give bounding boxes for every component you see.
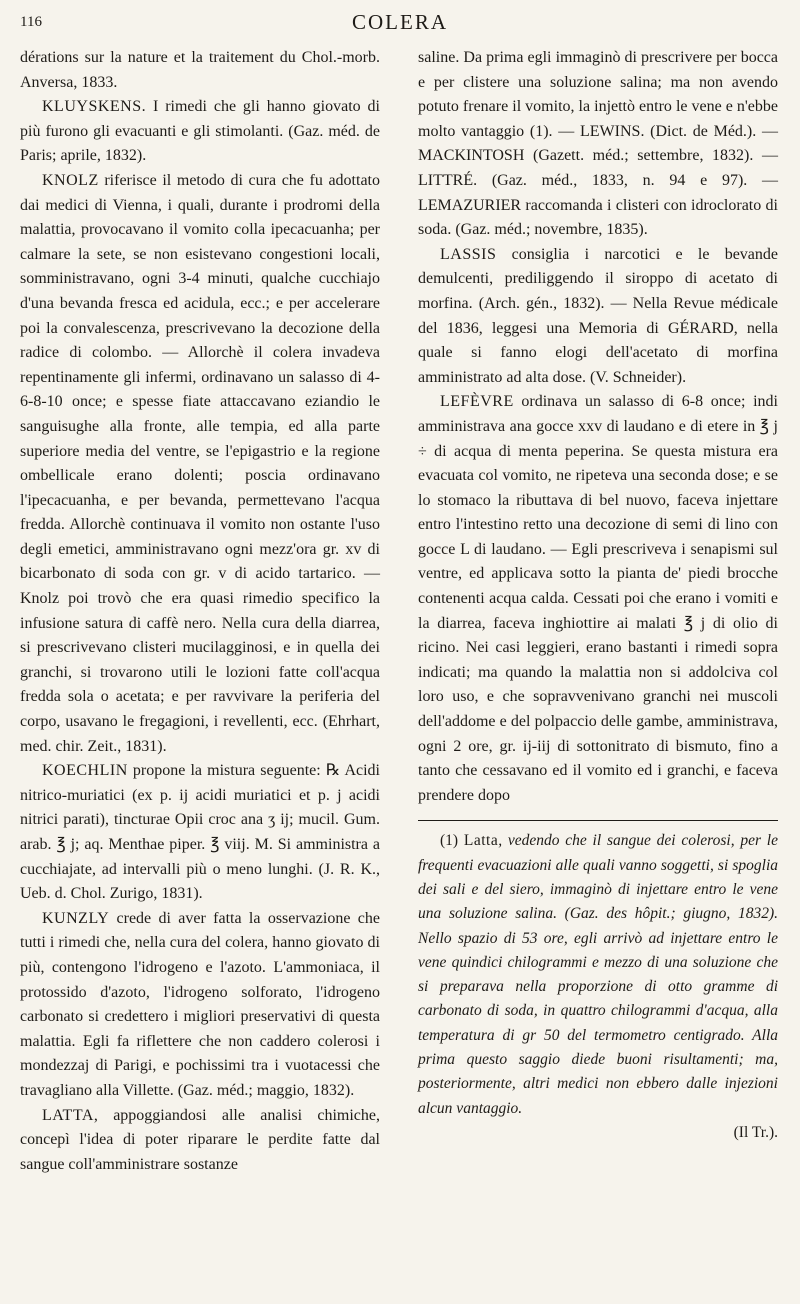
right-column-paragraphs xyxy=(418,46,778,808)
paragraph-text: I rimedi che gli hanno giovato di più furono gli evacuanti e gli stimolanti. (Gaz. méd. de Paris; aprile, 1832). xyxy=(20,98,380,165)
paragraph-text: saline. Da prima egli immaginò di prescrivere per bocca e per clistere una soluzione salina; ma non avendo potuto frenare il vomito, la injettò entro le vene e n'ebbe molto vantaggio (1). — LEWINS. (Dict. de Méd.). — MACKINTOSH (Gazett. méd.; settembre, 1832). — LITTRÉ. (Gaz. méd., 1833, n. 94 e 97). — LEMAZURIER raccomanda i clisteri con idroclorato di soda. (Gaz. méd.; novembre, 1835). xyxy=(418,49,778,239)
page-header xyxy=(20,10,780,38)
entry-name: KNOLZ xyxy=(42,171,99,189)
entry-name: LASSIS xyxy=(440,245,497,263)
footnote-text: , vedendo che il sangue dei colerosi, per le frequenti evacuazioni alle quali vanno soggetti, si spoglia dei sali e del siero, immaginò di injettare entro le vene una soluzione salina. (Gaz. des hôpit.; giugno, 1832). Nello spazio di 53 ore, egli arrivò ad injettare entro le vene quindici chilogrammi e mezzo di una soluzione che si preparava nella proporzione di otto gramme di carbonato di soda, in quattro chilogrammi d'acqua, alla temperatura di gr 50 del termometro centigrado. Alla prima questo saggio diede buoni risultamenti; ma, posteriormente, altri medici non ebbero dalle injezioni alcun vantaggio. xyxy=(418,832,778,1117)
paragraph-text: ordinava un salasso di 6-8 once; indi amministrava ana gocce xxv di laudano e di etere in ℥ j ÷ di acqua di menta peperina. Se questa mistura era evacuata col vomito, ne ripeteva una seconda dose; e se lo stomaco la ributtava di bel nuovo, faceva injettare entro l'intestino retto una decozione di semi di lino con gocce L di laudano. — Egli prescriveva i senapismi sul ventre, ed applicava sotto la pianta de' piedi brocche contenenti acqua calda. Cessati poi che erano i vomiti e la diarrea, faceva inghiottire ai malati ℥ j di olio di ricino. Nei casi leggieri, erano bastanti i rimedi sopra indicati; ma quando la malattia non si addolciva col loro uso, e che sopravvenivano granchi nei muscoli dell'addome e del polpaccio delle gambe, amministrava, ogni 2 ore, gr. ij-iij di sottonitrato di bismuto, fino a tanto che cessavano ed il vomito ed i granchi, e faceva prendere dopo xyxy=(418,393,778,804)
footnote xyxy=(418,829,778,1145)
left-column xyxy=(20,46,380,1177)
footnote-signature: (Il Tr.). xyxy=(733,1123,778,1141)
paragraph-text: propone la mistura seguente: ℞ Acidi nitrico-muriatici (ex p. ij acidi muriatici et p. j acidi nitrici parati), tincturae Opii croc ana ʒ ij; mucil. Gum. arab. ℥ j; aq. Menthae piper. ℥ viij. M. Si amministra a cucchiajate, ad intervalli più o meno lunghi. (J. R. K., Ueb. d. Chol. Zurigo, 1831). xyxy=(20,762,380,903)
entry-name: LEFÈVRE xyxy=(440,393,514,411)
page-number: 116 xyxy=(20,14,42,30)
footnote-marker: (1) xyxy=(440,832,459,850)
paragraph-text: crede di aver fatta la osservazione che tutti i rimedi che, nella cura del colera, hanno giovato di più, contengono l'idrogeno e l'azoto. L'ammoniaca, il protossido d'azoto, l'idrogeno solforato, l'idrogeno carbonato si credettero i migliori preservativi di questa malattia. Egli fa riflettere che non caddero colerosi i mondezzaj di Parigi, e pochissimi tra i vuotacessi che travagliano alla Villette. (Gaz. méd.; maggio, 1832). xyxy=(20,909,380,1099)
paragraph xyxy=(20,46,380,95)
paragraph xyxy=(20,907,380,1104)
paragraph-text: consiglia i narcotici e le bevande demulcenti, prediliggendo il siroppo di acetato di morfina. (Arch. gén., 1832). — Nella Revue médicale del 1836, leggesi una Memoria di GÉRARD, nella quale si fanno elogi dell'acetato di morfina amministrato ad alta dose. (V. Schneider). xyxy=(418,245,778,386)
entry-name: KUNZLY xyxy=(42,909,110,927)
entry-name: KOECHLIN xyxy=(42,762,128,780)
paragraph xyxy=(20,1104,380,1178)
paragraph xyxy=(418,390,778,808)
paragraph xyxy=(20,95,380,169)
paragraph-text: dérations sur la nature et la traitement du Chol.-morb. Anversa, 1833. xyxy=(20,49,380,91)
paragraph xyxy=(20,169,380,759)
paragraph xyxy=(418,46,778,243)
entry-name: LATTA xyxy=(42,1106,94,1124)
paragraph xyxy=(20,759,380,907)
footnote-author: Latta xyxy=(463,832,499,850)
running-head: COLERA xyxy=(352,10,448,34)
entry-name: KLUYSKENS. xyxy=(42,98,147,116)
right-column xyxy=(418,46,778,1145)
paragraph-text: , appoggiandosi alle analisi chimiche, concepì l'idea di poter riparare le perdite fatte dal sangue coll'amministrare sostanze xyxy=(20,1106,380,1173)
paragraph xyxy=(418,243,778,391)
paragraph-text: riferisce il metodo di cura che fu adottato dai medici di Vienna, i quali, durante i prodromi della malattia, provocavano il vomito colla ipecacuanha; per calmare la sete, se non esistevano congestioni locali, somministravano, ogni 3-4 minuti, qualche cucchiajo d'una bevanda fresca ed acidula, ecc.; e per accelerare poi la convalescenza, prescrivevano la decozione della radice di colombo. — Allorchè il colera invadeva repentinamente gli infermi, ordinavano un salasso di 4-6-8-10 once; e spesse fiate attaccavano eziandio le sanguisughe alla fronte, alle tempia, ed alla parte superiore media del ventre, se l'epigastrio e la regione ombellicale erano dolenti; poscia ordinavano l'ipecacuanha, e per bevanda, permettevano l'acqua fredda. Allorchè continuava il vomito non ostante l'uso degli emetici, amministravano ogni mezz'ora gr. xv di bicarbonato di soda con gr. v di acido tartarico. — Knolz poi trovò che era quasi rimedio specifico la infusione satura di caffè nero. Nella cura della diarrea, si prescrivevano clisteri mucilagginosi, e in quella dei granchi, si trovarono utili le lozioni fatte coll'acqua fredda sola o acetata; e per ravvivare la periferia del corpo, usavano le fregagioni, i revellenti, ecc. (Ehrhart, med. chir. Zeit., 1831). xyxy=(20,171,380,755)
footnote-divider xyxy=(418,820,778,821)
